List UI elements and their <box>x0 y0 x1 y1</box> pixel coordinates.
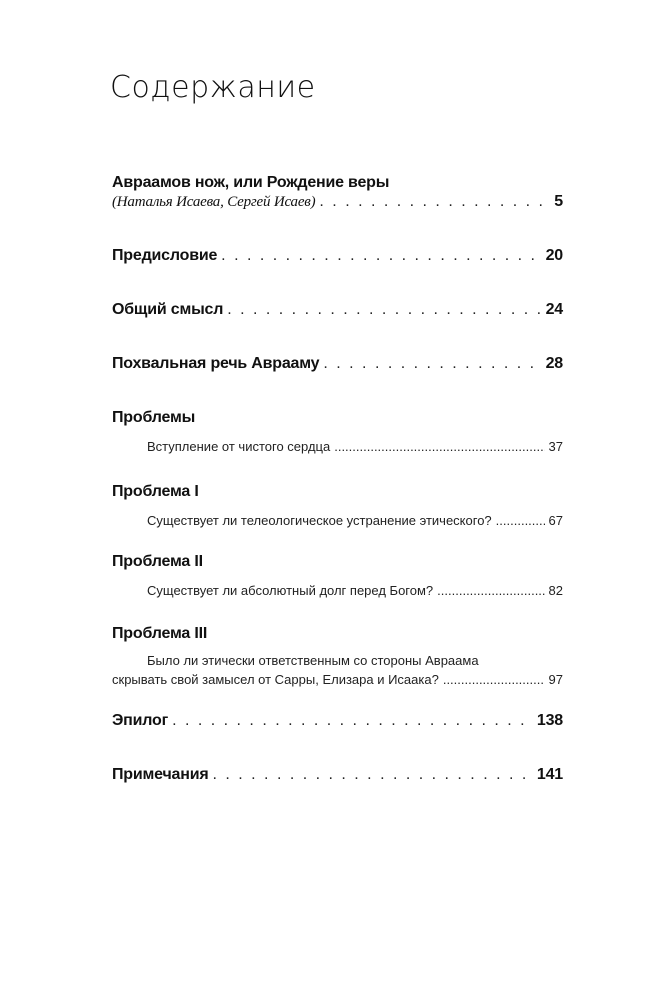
toc-subentry-problem-3-line1[interactable]: Было ли этически ответственным со стороны Авраама <box>147 653 479 668</box>
toc-entry-title: Примечания <box>112 766 209 783</box>
toc-entry-eulogy[interactable] <box>112 355 563 373</box>
toc-page-number: 67 <box>548 513 563 528</box>
toc-page-number: 37 <box>548 439 563 454</box>
toc-entry-epilogue[interactable] <box>112 712 563 730</box>
dot-leader <box>319 193 550 211</box>
toc-page-number: 138 <box>536 712 563 729</box>
toc-subentry-problem-2[interactable] <box>147 583 563 598</box>
toc-entry-notes[interactable] <box>112 766 563 784</box>
toc-subentry-introduction[interactable] <box>147 439 563 454</box>
toc-subentry-title: Вступление от чистого сердца <box>147 439 331 454</box>
toc-page-number: 97 <box>548 672 563 687</box>
dot-leader <box>443 672 545 687</box>
toc-entry-authors: (Наталья Исаева, Сергей Исаев) <box>112 194 316 210</box>
toc-entry-abrahams-knife[interactable] <box>112 193 563 211</box>
toc-heading-problems[interactable]: Проблемы <box>112 409 196 426</box>
toc-heading-problem-2[interactable]: Проблема II <box>112 553 203 570</box>
dot-leader <box>221 247 541 265</box>
toc-heading-problem-3[interactable]: Проблема III <box>112 625 208 642</box>
toc-entry-title: Похвальная речь Аврааму <box>112 355 320 372</box>
dot-leader <box>496 513 545 528</box>
toc-entry-title-abrahams-knife[interactable]: Авраамов нож, или Рождение веры <box>112 174 390 191</box>
page-title: Содержание <box>110 70 316 105</box>
toc-entry-general-sense[interactable] <box>112 301 563 319</box>
toc-entry-title: Эпилог <box>112 712 169 729</box>
toc-subentry-title: Существует ли телеологическое устранение этического? <box>147 513 492 528</box>
toc-heading-problem-1[interactable]: Проблема I <box>112 483 199 500</box>
toc-page-number: 141 <box>536 766 563 783</box>
toc-page-number: 82 <box>548 583 563 598</box>
toc-page-number: 24 <box>545 301 563 318</box>
toc-page-number: 20 <box>545 247 563 264</box>
toc-subentry-problem-1[interactable] <box>147 513 563 528</box>
toc-subentry-title: скрывать свой замысел от Сарры, Елизара и Исаака? <box>112 672 439 687</box>
toc-page-number: 5 <box>554 193 563 210</box>
toc-entry-preface[interactable] <box>112 247 563 265</box>
toc-subentry-title: Существует ли абсолютный долг перед Богом? <box>147 583 434 598</box>
dot-leader <box>227 301 541 319</box>
toc-page-number: 28 <box>545 355 563 372</box>
dot-leader <box>437 583 544 598</box>
dot-leader <box>172 712 533 730</box>
toc-subentry-problem-3[interactable] <box>112 672 563 687</box>
dot-leader <box>212 766 532 784</box>
toc-entry-title: Предисловие <box>112 247 218 264</box>
toc-entry-title: Общий смысл <box>112 301 224 318</box>
dot-leader <box>323 355 541 373</box>
dot-leader <box>334 439 544 454</box>
